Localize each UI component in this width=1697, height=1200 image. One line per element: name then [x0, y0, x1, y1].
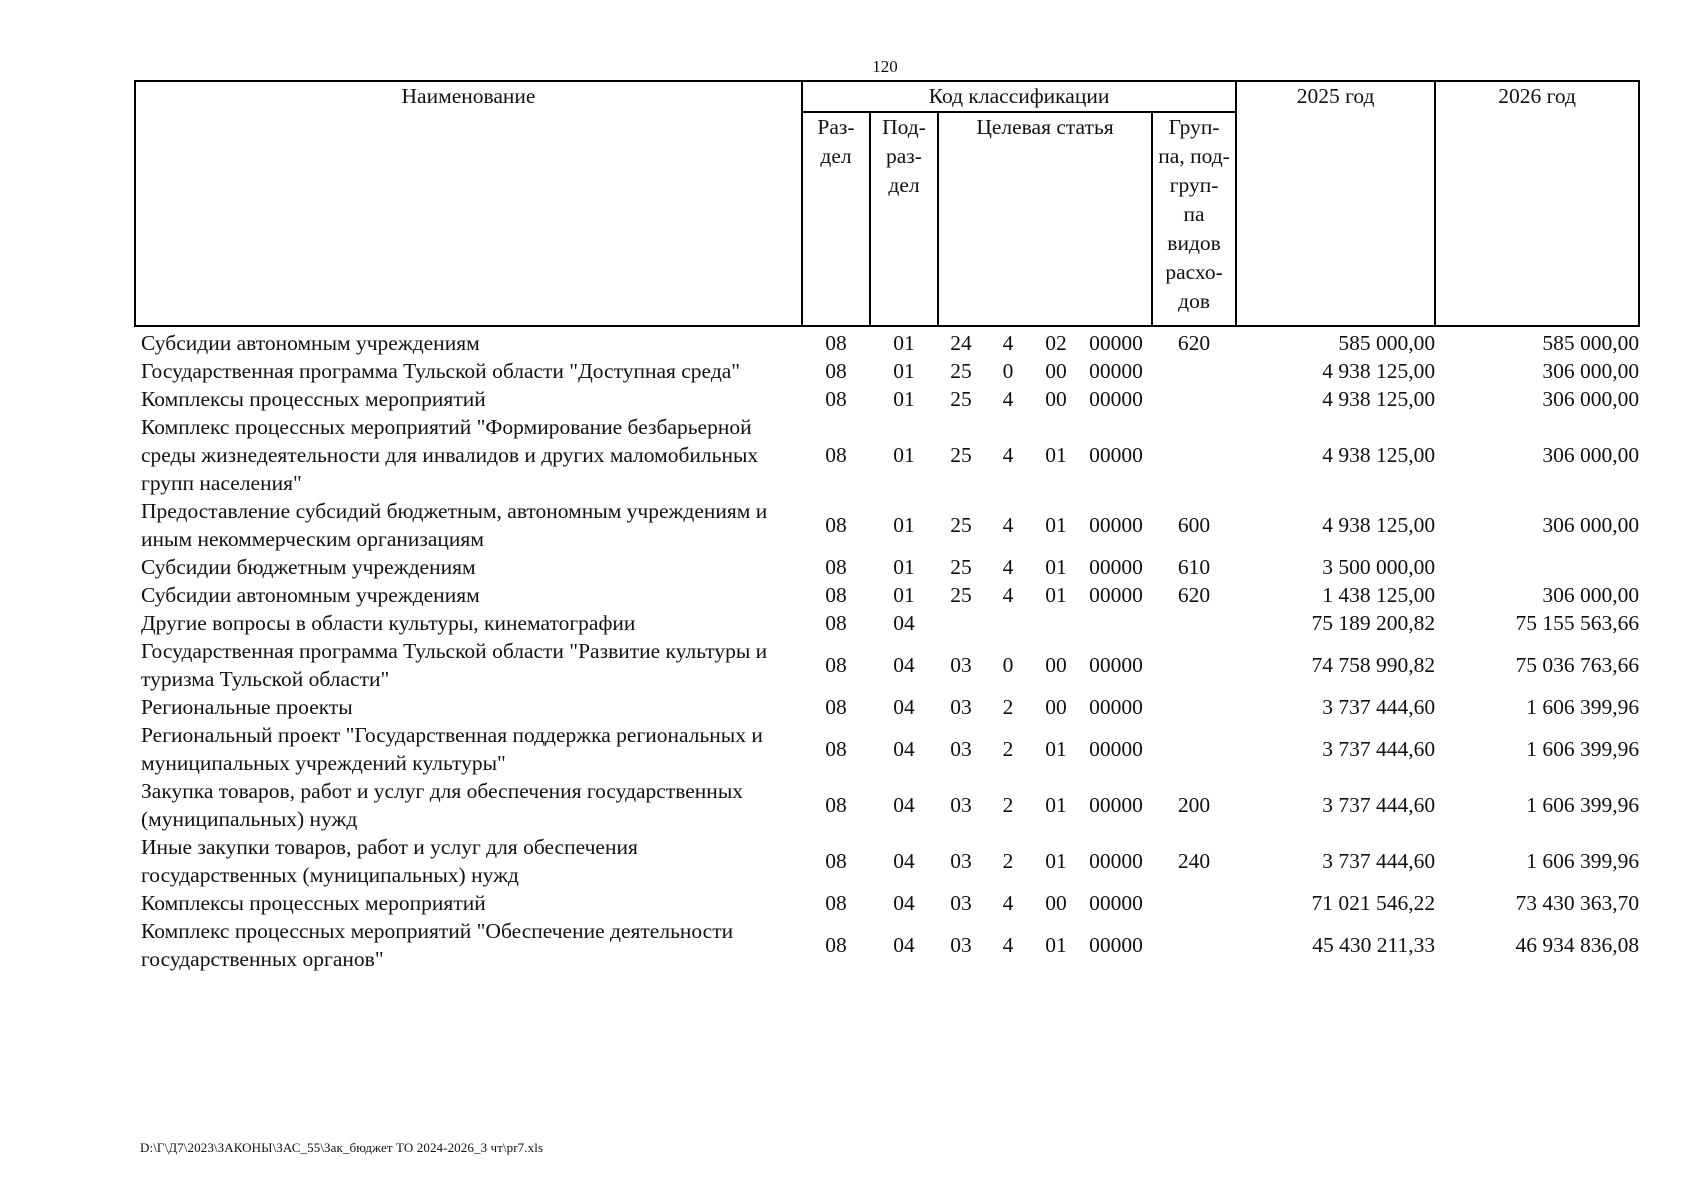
row-name: Другие вопросы в области культуры, кинематографии [141, 611, 636, 635]
header-classification: Код классификации [802, 81, 1236, 112]
row-target-subprogram: 01 [1045, 793, 1067, 817]
row-razdel: 08 [825, 849, 847, 873]
row-target-program: 03 [950, 891, 972, 915]
row-expense-group [1152, 721, 1236, 777]
row-target-subprogram: 01 [1045, 849, 1067, 873]
row-amount-2026 [1435, 553, 1639, 581]
row-expense-group [1152, 889, 1236, 917]
row-podrazdel: 01 [893, 387, 915, 411]
row-expense-group [1152, 609, 1236, 637]
row-expense-group [1152, 637, 1236, 693]
row-amount-2026: 306 000,00 [1542, 583, 1640, 607]
row-target-subprogram: 00 [1045, 387, 1067, 411]
table-row [135, 721, 1639, 777]
row-target-subprogram: 00 [1045, 653, 1067, 677]
table-row [135, 326, 1639, 357]
row-podrazdel: 01 [893, 513, 915, 537]
row-name: Закупка товаров, работ и услуг для обеспечения государственных (муниципальных) нужд [141, 779, 744, 831]
row-amount-2025: 3 500 000,00 [1322, 555, 1436, 579]
row-target-type: 4 [1002, 555, 1014, 579]
header-year-2025: 2025 год [1236, 81, 1435, 326]
row-podrazdel: 04 [893, 737, 915, 761]
row-target-type: 4 [1002, 443, 1014, 467]
row-target-direction: 00000 [1089, 583, 1143, 607]
table-body [135, 326, 1639, 973]
row-amount-2026: 1 606 399,96 [1526, 695, 1640, 719]
row-target-program: 03 [950, 933, 972, 957]
row-expense-group: 600 [1177, 513, 1211, 537]
row-amount-2025: 4 938 125,00 [1322, 359, 1436, 383]
row-amount-2025: 71 021 546,22 [1311, 891, 1436, 915]
row-target-program: 03 [950, 695, 972, 719]
row-target-type: 4 [1002, 933, 1014, 957]
row-target-program: 03 [950, 653, 972, 677]
row-podrazdel: 04 [893, 793, 915, 817]
row-expense-group: 620 [1177, 583, 1211, 607]
row-target-direction: 00000 [1089, 933, 1143, 957]
row-target-type: 0 [1002, 653, 1014, 677]
table-row [135, 581, 1639, 609]
row-target-direction: 00000 [1089, 653, 1143, 677]
row-amount-2025: 4 938 125,00 [1322, 443, 1436, 467]
row-target-program: 03 [950, 737, 972, 761]
row-amount-2025: 75 189 200,82 [1311, 611, 1436, 635]
row-target-type: 2 [1002, 695, 1014, 719]
table-row [135, 357, 1639, 385]
row-razdel: 08 [825, 695, 847, 719]
row-amount-2025: 45 430 211,33 [1312, 933, 1436, 957]
row-target-subprogram: 00 [1045, 695, 1067, 719]
row-target-subprogram: 00 [1045, 359, 1067, 383]
row-podrazdel: 01 [893, 331, 915, 355]
row-target-type: 4 [1002, 891, 1014, 915]
row-razdel: 08 [825, 737, 847, 761]
row-target-direction: 00000 [1089, 513, 1143, 537]
row-target-type: 4 [1002, 387, 1014, 411]
row-name: Комплексы процессных мероприятий [141, 891, 486, 915]
row-target-direction: 00000 [1089, 331, 1143, 355]
table-row [135, 917, 1639, 973]
table-row [135, 777, 1639, 833]
row-target-program: 03 [950, 849, 972, 873]
row-podrazdel: 04 [893, 611, 915, 635]
row-target-direction: 00000 [1089, 793, 1143, 817]
row-target-subprogram: 01 [1045, 933, 1067, 957]
table-row [135, 497, 1639, 553]
row-razdel: 08 [825, 891, 847, 915]
row-amount-2025: 4 938 125,00 [1322, 513, 1436, 537]
row-expense-group: 240 [1177, 849, 1211, 873]
row-target-type: 2 [1002, 849, 1014, 873]
row-target-direction: 00000 [1089, 695, 1143, 719]
table-row [135, 889, 1639, 917]
row-expense-group [1152, 357, 1236, 385]
row-podrazdel: 01 [893, 443, 915, 467]
row-podrazdel: 04 [893, 849, 915, 873]
row-target-program: 25 [950, 359, 972, 383]
table-row [135, 413, 1639, 497]
budget-table [134, 80, 1640, 973]
row-name: Субсидии бюджетным учреждениям [141, 555, 476, 579]
row-target-subprogram: 02 [1045, 331, 1067, 355]
row-amount-2025: 3 737 444,60 [1322, 793, 1436, 817]
row-target-program: 25 [950, 443, 972, 467]
row-name: Комплексы процессных мероприятий [141, 387, 486, 411]
table-row [135, 637, 1639, 693]
row-amount-2026: 73 430 363,70 [1515, 891, 1640, 915]
row-target-subprogram: 01 [1045, 555, 1067, 579]
row-target-type: 4 [1002, 513, 1014, 537]
row-amount-2026: 306 000,00 [1542, 513, 1640, 537]
row-expense-group [1152, 917, 1236, 973]
row-target-program: 25 [950, 513, 972, 537]
row-amount-2026: 1 606 399,96 [1526, 793, 1640, 817]
row-target-direction: 00000 [1089, 849, 1143, 873]
row-amount-2026: 306 000,00 [1542, 443, 1640, 467]
row-name: Субсидии автономным учреждениям [141, 583, 480, 607]
row-name: Государственная программа Тульской области "Доступная среда" [141, 359, 741, 383]
row-target-direction: 00000 [1089, 737, 1143, 761]
row-target-type: 4 [1002, 583, 1014, 607]
row-target-subprogram [1032, 609, 1080, 637]
row-name: Государственная программа Тульской области "Развитие культуры и туризма Тульской области" [141, 639, 768, 691]
row-target-direction: 00000 [1089, 387, 1143, 411]
header-year-2026: 2026 год [1435, 81, 1639, 326]
row-amount-2026: 306 000,00 [1542, 387, 1640, 411]
row-amount-2026: 585 000,00 [1542, 331, 1640, 355]
row-target-subprogram: 01 [1045, 583, 1067, 607]
row-target-type: 2 [1002, 737, 1014, 761]
row-target-direction: 00000 [1089, 443, 1143, 467]
header-name: Наименование [135, 81, 802, 326]
row-amount-2025: 3 737 444,60 [1322, 737, 1436, 761]
row-podrazdel: 01 [893, 555, 915, 579]
row-target-type: 2 [1002, 793, 1014, 817]
row-podrazdel: 04 [893, 695, 915, 719]
table-row [135, 833, 1639, 889]
page-number: 120 [872, 57, 898, 76]
row-target-type [984, 609, 1032, 637]
header-target-article: Целевая статья [938, 112, 1152, 326]
row-target-subprogram: 01 [1045, 737, 1067, 761]
table-row [135, 693, 1639, 721]
row-expense-group: 610 [1177, 555, 1211, 579]
row-amount-2026: 75 036 763,66 [1515, 653, 1640, 677]
row-razdel: 08 [825, 513, 847, 537]
row-target-direction: 00000 [1089, 555, 1143, 579]
row-name: Региональный проект "Государственная поддержка региональных и муниципальных учреждений культуры" [141, 723, 763, 775]
row-podrazdel: 04 [893, 891, 915, 915]
row-target-program: 24 [950, 331, 972, 355]
row-name: Субсидии автономным учреждениям [141, 331, 480, 355]
row-razdel: 08 [825, 359, 847, 383]
row-amount-2025: 585 000,00 [1338, 331, 1436, 355]
table-row [135, 609, 1639, 637]
row-amount-2025: 1 438 125,00 [1322, 583, 1436, 607]
row-expense-group: 200 [1177, 793, 1211, 817]
row-target-subprogram: 00 [1045, 891, 1067, 915]
row-razdel: 08 [825, 443, 847, 467]
row-podrazdel: 04 [893, 653, 915, 677]
row-target-program [938, 609, 984, 637]
row-razdel: 08 [825, 555, 847, 579]
row-name: Комплекс процессных мероприятий "Формирование безбарьерной среды жизнедеятельности для инвалидов и других маломобильных групп населения" [141, 415, 759, 495]
row-name: Комплекс процессных мероприятий "Обеспечение деятельности государственных органов" [141, 919, 734, 971]
row-target-program: 25 [950, 583, 972, 607]
row-amount-2025: 4 938 125,00 [1322, 387, 1436, 411]
row-amount-2026: 75 155 563,66 [1515, 611, 1640, 635]
row-amount-2026: 1 606 399,96 [1526, 849, 1640, 873]
row-expense-group [1152, 693, 1236, 721]
row-target-direction: 00000 [1089, 891, 1143, 915]
row-target-type: 4 [1002, 331, 1014, 355]
row-name: Иные закупки товаров, работ и услуг для обеспечения государственных (муниципальных) нужд [141, 835, 638, 887]
table-row [135, 385, 1639, 413]
row-amount-2025: 3 737 444,60 [1322, 849, 1436, 873]
row-amount-2026: 306 000,00 [1542, 359, 1640, 383]
row-razdel: 08 [825, 933, 847, 957]
row-podrazdel: 01 [893, 583, 915, 607]
row-amount-2026: 1 606 399,96 [1526, 737, 1640, 761]
header-podrazdel: Под- раз- дел [870, 112, 938, 326]
row-amount-2025: 74 758 990,82 [1311, 653, 1436, 677]
row-razdel: 08 [825, 387, 847, 411]
row-target-program: 03 [950, 793, 972, 817]
row-razdel: 08 [825, 793, 847, 817]
header-razdel: Раз- дел [802, 112, 870, 326]
row-razdel: 08 [825, 331, 847, 355]
row-expense-group: 620 [1177, 331, 1211, 355]
table-row [135, 553, 1639, 581]
row-expense-group [1152, 413, 1236, 497]
row-target-direction: 00000 [1089, 359, 1143, 383]
row-target-program: 25 [950, 555, 972, 579]
row-target-subprogram: 01 [1045, 513, 1067, 537]
row-name: Предоставление субсидий бюджетным, автономным учреждениям и иным некоммерческим организациям [141, 499, 768, 551]
row-amount-2025: 3 737 444,60 [1322, 695, 1436, 719]
row-name: Региональные проекты [141, 695, 353, 719]
table-header [135, 81, 1639, 326]
row-podrazdel: 04 [893, 933, 915, 957]
row-amount-2026: 46 934 836,08 [1515, 933, 1640, 957]
row-razdel: 08 [825, 611, 847, 635]
row-target-direction [1080, 609, 1152, 637]
row-razdel: 08 [825, 583, 847, 607]
row-target-program: 25 [950, 387, 972, 411]
row-expense-group [1152, 385, 1236, 413]
header-expense-group: Груп- па, под- груп- па видов расхо- дов [1152, 112, 1236, 326]
row-target-type: 0 [1002, 359, 1014, 383]
row-podrazdel: 01 [893, 359, 915, 383]
file-path-footer: D:\Г\Д7\2023\ЗАКОНЫ\ЗАС_55\Зак_бюджет ТО 2024-2026_3 чт\pr7.xls [140, 1140, 544, 1155]
row-target-subprogram: 01 [1045, 443, 1067, 467]
row-razdel: 08 [825, 653, 847, 677]
